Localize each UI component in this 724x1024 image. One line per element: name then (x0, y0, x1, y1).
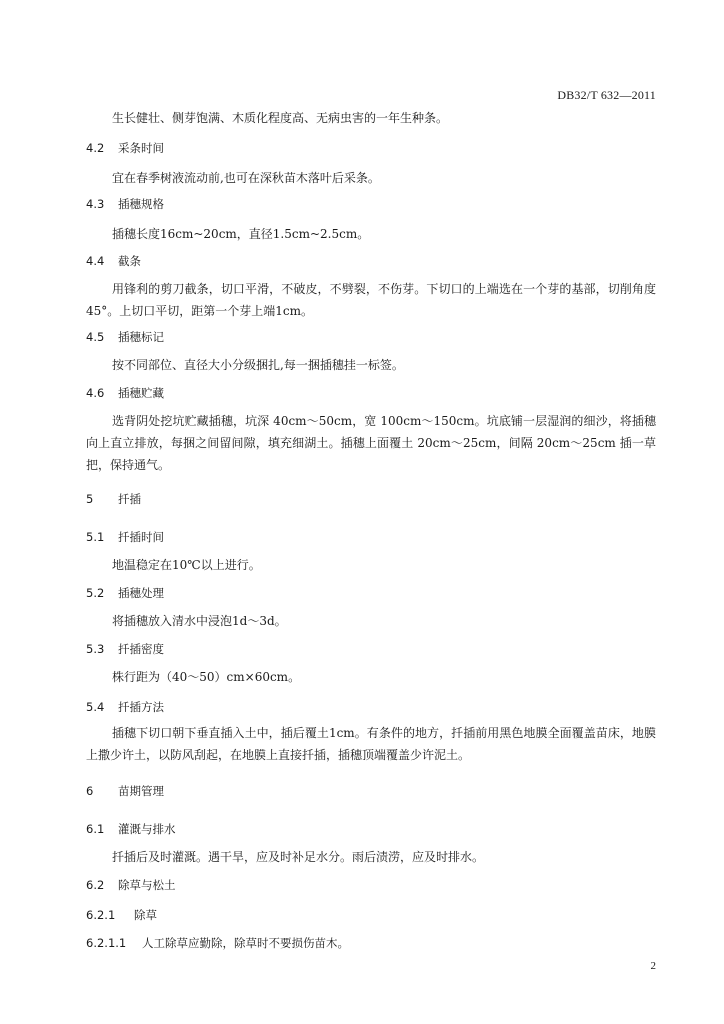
section-title: 扦插方法 (118, 700, 164, 714)
paragraph-4-5: 按不同部位、直径大小分级捆扎,每一捆插穗挂一标签。 (112, 358, 404, 372)
section-title: 插穗规格 (118, 197, 164, 211)
section-title: 灌溉与排水 (118, 822, 176, 836)
section-title: 除草与松土 (118, 878, 176, 892)
paragraph-4-6: 选背阴处挖坑贮藏插穗，坑深 40cm～50cm，宽 100cm～150cm。坑底铺一层湿润的细沙，将插穗向上直立排放，每捆之间留间隙，填充细湖土。插穗上面覆土 20cm～25cm，间隔 20cm～25cm 插一草把，保持通气。 (86, 414, 656, 472)
section-number: 6 (86, 784, 94, 798)
heading-5 (86, 488, 656, 510)
clause-6-2-1-1 (86, 932, 656, 954)
paragraph-4-3: 插穗长度16cm~20cm，直径1.5cm~2.5cm。 (112, 227, 370, 241)
section-number: 5.1 (86, 530, 105, 544)
section-number: 6.2.1 (86, 908, 116, 922)
section-number: 6.1 (86, 822, 105, 836)
section-number: 4.6 (86, 386, 105, 400)
section-title: 截条 (118, 254, 141, 268)
heading-6-2-1 (86, 904, 656, 926)
section-title: 苗期管理 (118, 784, 164, 798)
section-number: 5.4 (86, 700, 105, 714)
heading-5-1 (86, 526, 656, 548)
section-title: 扦插 (118, 492, 141, 506)
section-number: 4.2 (86, 141, 105, 155)
heading-5-4 (86, 696, 656, 718)
paragraph-4-1-continued: 生长健壮、侧芽饱满、木质化程度高、无病虫害的一年生种条。 (112, 111, 449, 125)
heading-4-3 (86, 193, 656, 215)
heading-6-1 (86, 818, 656, 840)
heading-5-2 (86, 582, 656, 604)
page-number: 2 (650, 960, 656, 972)
heading-6-2 (86, 874, 656, 896)
heading-4-6 (86, 382, 656, 404)
paragraph-4-4: 用锋利的剪刀截条，切口平滑，不破皮，不劈裂，不伤芽。下切口的上端选在一个芽的基部，切削角度45°。上切口平切，距第一个芽上端1cm。 (86, 282, 656, 318)
paragraph-5-1: 地温稳定在10℃以上进行。 (112, 558, 261, 572)
section-title: 扦插密度 (118, 642, 164, 656)
section-title: 插穗标记 (118, 330, 164, 344)
section-number: 4.5 (86, 330, 105, 344)
heading-4-4 (86, 250, 656, 272)
section-number: 4.4 (86, 254, 105, 268)
paragraph-4-2: 宜在春季树液流动前,也可在深秋苗木落叶后采条。 (112, 171, 380, 185)
section-title: 插穗处理 (118, 586, 164, 600)
heading-4-5 (86, 326, 656, 348)
paragraph-5-4: 插穗下切口朝下垂直插入土中，插后覆土1cm。有条件的地方，扦插前用黑色地膜全面覆盖苗床，地膜上撒少许土，以防风刮起，在地膜上直接扦插，插穗顶端覆盖少许泥土。 (86, 726, 656, 762)
section-title: 扦插时间 (118, 530, 164, 544)
paragraph-6-1: 扦插后及时灌溉。遇干旱，应及时补足水分。雨后渍涝，应及时排水。 (112, 850, 485, 864)
section-number: 5.3 (86, 642, 105, 656)
clause-text: 人工除草应勤除，除草时不要损伤苗木。 (142, 936, 349, 950)
section-number: 5 (86, 492, 94, 506)
section-number: 4.3 (86, 197, 105, 211)
section-title: 除草 (134, 908, 157, 922)
section-title: 采条时间 (118, 141, 164, 155)
section-title: 插穗贮藏 (118, 386, 164, 400)
paragraph-5-3: 株行距为（40～50）cm×60cm。 (112, 670, 301, 684)
paragraph-5-2: 将插穗放入清水中浸泡1d～3d。 (112, 614, 287, 628)
document-code: DB32/T 632—2011 (557, 88, 656, 102)
heading-5-3 (86, 638, 656, 660)
heading-6 (86, 780, 656, 802)
section-number: 6.2.1.1 (86, 936, 127, 950)
section-number: 5.2 (86, 586, 105, 600)
heading-4-2 (86, 137, 656, 159)
section-number: 6.2 (86, 878, 105, 892)
